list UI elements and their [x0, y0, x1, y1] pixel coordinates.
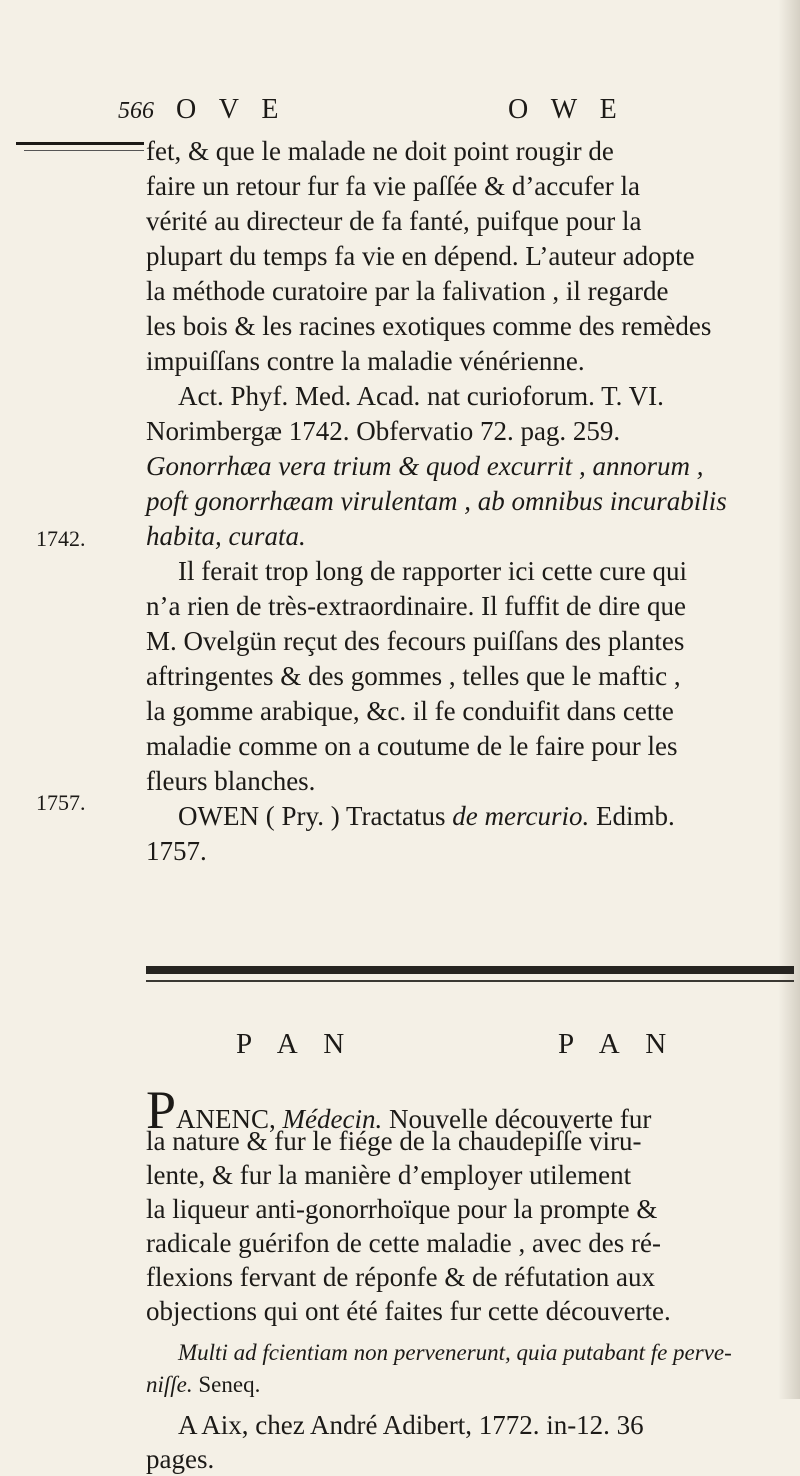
- text-line: la nature & fur le fiége de la chaudepiſſe viru-: [146, 1126, 642, 1156]
- citation-line: Act. Phyf. Med. Acad. nat curioforum. T. VI.: [178, 381, 664, 411]
- text-line: impuiſſans contre la maladie vénérienne.: [146, 346, 585, 376]
- text-line: plupart du temps fa vie en dépend. L’auteur adopte: [146, 241, 695, 271]
- text-line: la gomme arabique, &c. il fe conduifit dans cette: [146, 696, 674, 726]
- citation-line: Norimbergæ 1742. Obfervatio 72. pag. 259.: [146, 416, 621, 446]
- latin-title-line: poft gonorrhæam virulentam , ab omnibus incurabilis: [146, 486, 727, 516]
- text-line: fet, & que le malade ne doit point rougir de: [146, 136, 614, 166]
- header-left-word: O V E: [176, 94, 287, 125]
- owen-entry-line: [178, 799, 675, 833]
- text-line: flexions fervant de réponfe & de réfutation aux: [146, 1262, 656, 1292]
- running-header: [118, 94, 758, 134]
- text-line: lente, & fur la manière d’employer utilement: [146, 1160, 632, 1190]
- margin-year-1757: 1757.: [36, 790, 86, 815]
- text-line: M. Ovelgün reçut des fecours puiſſans des plantes: [146, 626, 685, 656]
- section-header-right: P A N: [558, 1028, 677, 1060]
- text-line: la méthode curatoire par la falivation , il regarde: [146, 276, 669, 306]
- text-line: objections qui ont été faites fur cette découverte.: [146, 1296, 671, 1326]
- imprint-line: A Aix, chez André Adibert, 1772. in-12. 36: [178, 1410, 644, 1440]
- header-rule-thin: [24, 150, 144, 151]
- comma: ,: [269, 1104, 283, 1134]
- entry-title: de mercurio.: [452, 801, 590, 831]
- epigraph-end: niſſe.: [146, 1372, 193, 1397]
- header-rule: [16, 142, 144, 145]
- text-line: vérité au directeur de fa fanté, puifque pour la: [146, 206, 642, 236]
- author-name: OWEN: [178, 801, 259, 831]
- entry-text: ( Pry. ) Tractatus: [258, 801, 453, 831]
- entry-year: 1757.: [146, 836, 207, 866]
- imprint-line: pages.: [146, 1444, 215, 1474]
- epigraph-source: Seneq.: [192, 1372, 261, 1397]
- text-line: les bois & les racines exotiques comme des remèdes: [146, 311, 712, 341]
- section-rule: [146, 966, 794, 974]
- text-line: la liqueur anti-gonorrhoïque pour la prompte &: [146, 1194, 658, 1224]
- author-role: Médecin.: [282, 1104, 383, 1134]
- text-line: n’a rien de très-extraordinaire. Il fuffit de dire que: [146, 591, 686, 621]
- entry-text: Nouvelle découverte fur: [382, 1104, 652, 1134]
- margin-year-1742: 1742.: [36, 526, 86, 551]
- epigraph-line: Multi ad fcientiam non pervenerunt, quia putabant fe perve-: [178, 1340, 732, 1365]
- latin-title-line: habita, curata.: [146, 521, 306, 551]
- epigraph-line: [146, 1368, 260, 1402]
- text-line: Il ferait trop long de rapporter ici cette cure qui: [178, 556, 688, 586]
- entry-place: Edimb.: [589, 801, 675, 831]
- author-name: ANENC: [176, 1104, 270, 1134]
- text-line: maladie comme on a coutume de le faire pour les: [146, 731, 678, 761]
- text-line: faire un retour fur fa vie paſſée & d’accufer la: [146, 171, 640, 201]
- page-number: 566: [118, 98, 154, 124]
- text-line: aftringentes & des gommes , telles que le maftic ,: [146, 661, 681, 691]
- text-line: fleurs blanches.: [146, 766, 316, 796]
- drop-cap: P: [146, 1080, 177, 1140]
- latin-title-line: Gonorrhæa vera trium & quod excurrit , annorum ,: [146, 451, 704, 481]
- section-rule-thin: [146, 980, 794, 982]
- header-right-word: O W E: [508, 94, 625, 125]
- text-line: radicale guérifon de cette maladie , avec des ré-: [146, 1228, 661, 1258]
- section-header-left: P A N: [236, 1028, 355, 1060]
- page-edge-shadow: [778, 0, 800, 1399]
